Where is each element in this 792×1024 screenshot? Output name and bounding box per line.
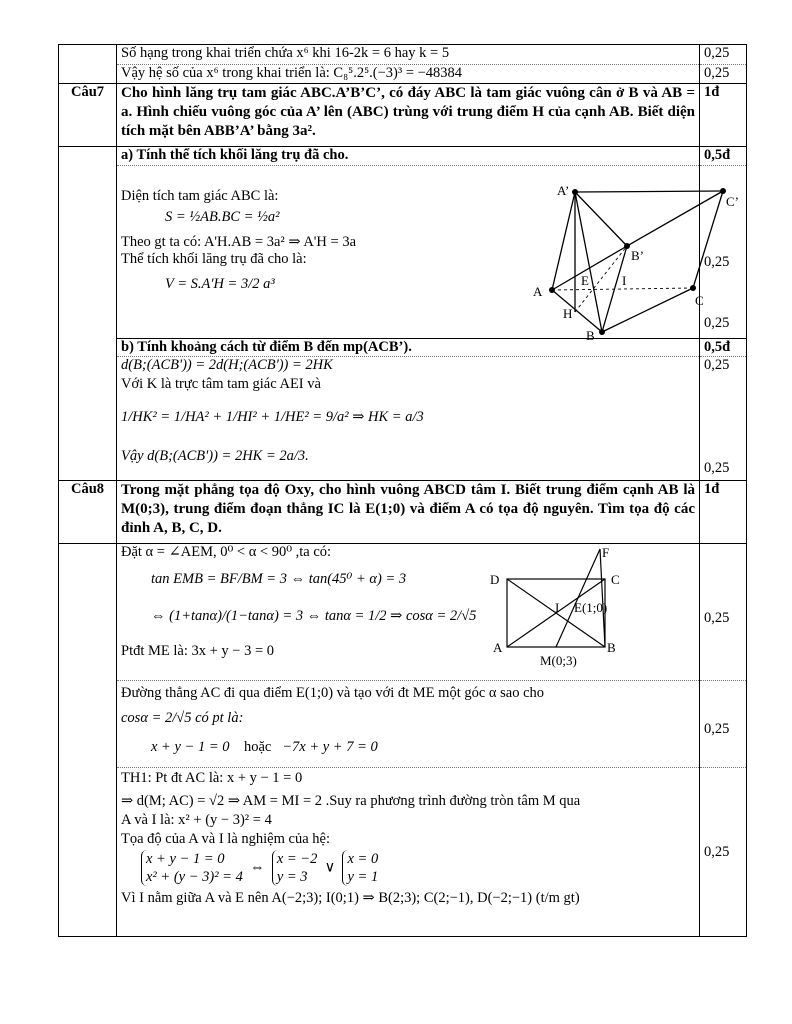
question-label: Câu7	[59, 84, 117, 147]
question-label: Câu8	[59, 481, 117, 544]
solution-block: Đặt α = ∠AEM, 0⁰ < α < 90⁰ ,ta có: tan EMB = BF/BM = 3 ⇔ tan(45⁰ + α) = 3 ⇔ (1+tanα)/(1−tanα) = 3 ⇔ tanα = 1/2 ⇒ cosα = 2/√5 Ptđt ME là: 3x + y − 3 = 0 F D C I E(1;0) A B M(0;3)	[117, 544, 700, 681]
table-row	[59, 768, 747, 937]
equation-system: x + y − 1 = 0 x² + (y − 3)² = 4	[141, 850, 243, 886]
question-text: Trong mặt phẳng tọa độ Oxy, cho hình vuông ABCD tâm I. Biết trung điểm cạnh AB là M(0;3), trung điểm đoạn thẳng IC là E(1;0) và điểm A có tọa độ nguyên. Tìm tọa độ các đỉnh A, B, C, D.	[117, 481, 700, 544]
solution-block: Diện tích tam giác ABC là: S = ½AB.BC = ½a² Theo gt ta có: A'H.AB = 3a² ⇒ A'H = 3a Thể tích khối lăng trụ đã cho là: V = S.A'H = 3/2 a³ A’ C’ B’ E I A C H B	[117, 166, 700, 339]
table-row	[59, 64, 747, 84]
label-D: D	[490, 572, 500, 587]
label-C1: C’	[726, 194, 739, 209]
table-row	[59, 357, 747, 481]
score: 0,25	[704, 45, 730, 61]
table-row	[59, 45, 747, 65]
label-A: A	[533, 284, 543, 299]
score: 0,25	[704, 315, 730, 331]
score: 0,25	[704, 254, 730, 270]
score: 0,25	[704, 721, 730, 737]
table-row	[59, 84, 747, 147]
part-points: 0,5đ	[700, 339, 747, 357]
table-row	[59, 681, 747, 768]
answer-table	[58, 44, 747, 937]
score: 0,25	[704, 357, 730, 373]
label-I: I	[555, 600, 560, 615]
label-E: E(1;0)	[574, 600, 608, 615]
label-F: F	[602, 545, 610, 560]
solution-block: TH1: Pt đt AC là: x + y − 1 = 0 ⇒ d(M; AC) = √2 ⇒ AM = MI = 2 .Suy ra phương trình đường tròn tâm M qua A và I là: x² + (y − 3)² = 4 Tọa độ của A và I là nghiệm của hệ: x + y − 1 = 0 x² + (y − 3)² = 4 ⇔ x = −2 y = 3 ∨ x = 0 y = 1 Vì I nằm giữa A và E nên A(−2;3); I(0;1) ⇒ B(2;3); C(2;−1), D(−2;−1) (t/m gt)	[117, 768, 700, 937]
score: 0,25	[704, 610, 730, 626]
score: 0,25	[704, 844, 730, 860]
table-row	[59, 481, 747, 544]
solution-block: Đường thẳng AC đi qua điểm E(1;0) và tạo với đt ME một góc α sao cho cosα = 2/√5 có pt là: x + y − 1 = 0 hoặc −7x + y + 7 = 0	[117, 681, 700, 768]
label-M: M(0;3)	[540, 653, 577, 668]
part-title: b) Tính khoảng cách từ điểm B đến mp(ACB’).	[117, 339, 700, 357]
label-I: I	[622, 273, 627, 288]
label-B1: B’	[631, 248, 644, 263]
score: 0,25	[704, 64, 730, 81]
question-text: Cho hình lăng trụ tam giác ABC.A’B’C’, có đáy ABC là tam giác vuông cân ở B và AB = a. Hình chiếu vuông góc của A’ lên (ABC) trùng với trung điểm H của cạnh AB. Biết diện tích mặt bên ABB’A’ bằng 3a².	[117, 84, 700, 147]
equation-system: x = −2 y = 3	[272, 850, 318, 886]
square-figure	[487, 546, 637, 676]
table-row	[59, 147, 747, 166]
label-B: B	[586, 328, 595, 343]
question-points: 1đ	[700, 84, 747, 147]
question-points: 1đ	[700, 481, 747, 544]
answer-text: Vậy hệ số của x⁶ trong khai triển là: C₈⁵.2⁵.(−3)³ = −48384	[117, 64, 700, 84]
label-C: C	[611, 572, 620, 587]
table-row	[59, 166, 747, 339]
solution-block: d(B;(ACB')) = 2d(H;(ACB')) = 2HK Với K là trực tâm tam giác AEI và 1/HK² = 1/HA² + 1/HI² + 1/HE² = 9/a² ⇒ HK = a/3 Vậy d(B;(ACB')) = 2HK = 2a/3.	[117, 357, 700, 481]
answer-text: Số hạng trong khai triển chứa x⁶ khi 16-2k = 6 hay k = 5	[117, 45, 700, 65]
score: 0,25	[704, 460, 730, 476]
label-C: C	[695, 293, 704, 308]
label-B: B	[607, 640, 616, 655]
label-E: E	[581, 273, 589, 288]
table-row	[59, 339, 747, 357]
table-row	[59, 544, 747, 681]
equation-system: x = 0 y = 1	[342, 850, 378, 886]
part-points: 0,5đ	[700, 147, 747, 166]
part-title: a) Tính thể tích khối lăng trụ đã cho.	[117, 147, 700, 166]
label-A1: A’	[557, 183, 570, 198]
label-A: A	[493, 640, 503, 655]
label-H: H	[563, 306, 573, 321]
